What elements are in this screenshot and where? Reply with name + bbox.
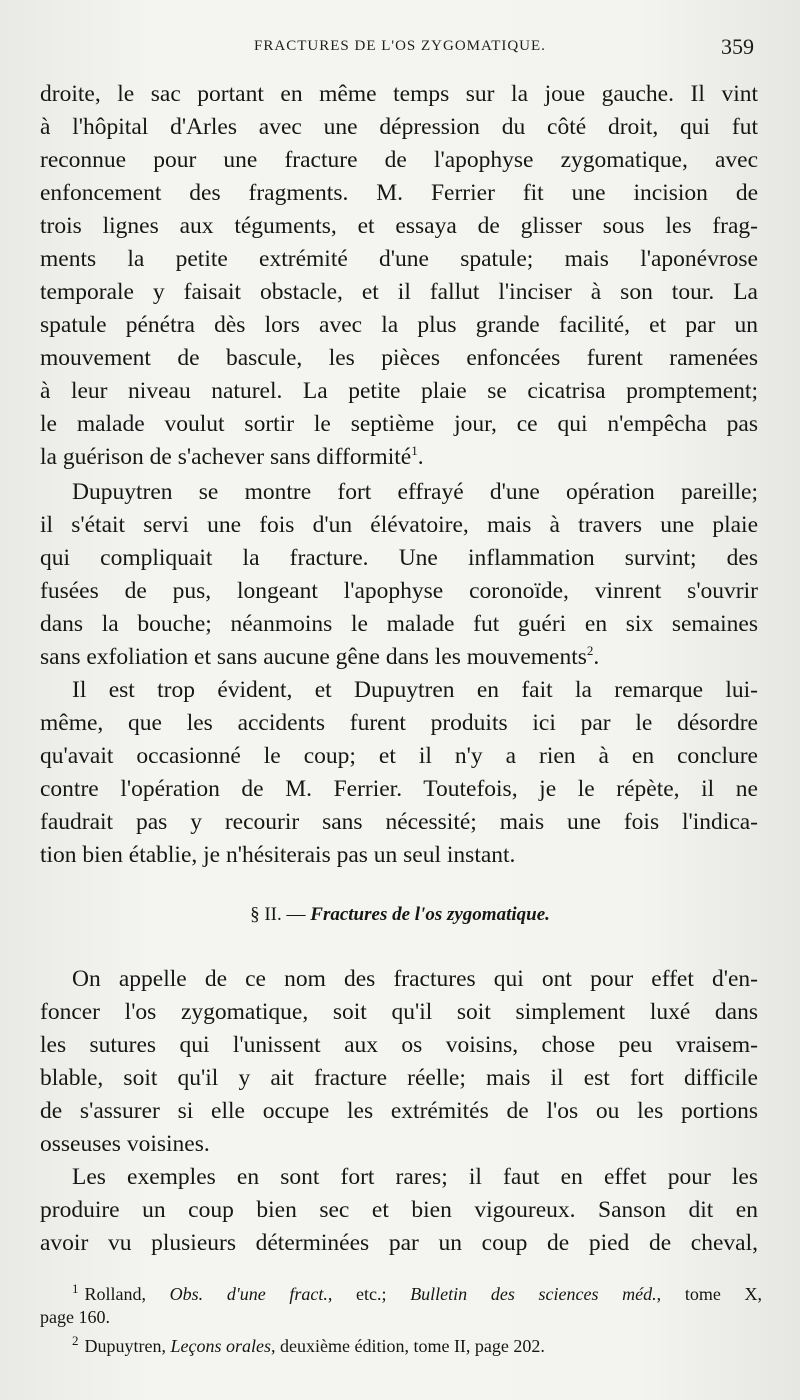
- text-line: enfoncement des fragments. M. Ferrier fit une incision de: [40, 180, 758, 206]
- text-line: il s'était servi une fois d'un élévatoire, mais à travers une plaie: [40, 512, 758, 538]
- text-line: de s'assurer si elle occupe les extrémités de l'os ou les portions: [40, 1098, 758, 1124]
- footnote-journal-title: Bulletin des sciences méd.: [410, 1284, 657, 1304]
- text-line: osseuses voisines.: [40, 1131, 210, 1157]
- text-line: le malade voulut sortir le septième jour, ce qui n'empêcha pas: [40, 411, 758, 437]
- section-number: § II. —: [250, 904, 306, 925]
- text-line: Il est trop évident, et Dupuytren en fait la remarque lui-: [72, 677, 758, 703]
- text-line: ments la petite extrémité d'une spatule; mais l'aponévrose: [40, 246, 758, 272]
- footnote-author: Dupuytren,: [84, 1336, 166, 1356]
- running-head: [40, 34, 760, 64]
- text-fragment: sans exfoliation et sans aucune gêne dans les mouvements: [40, 644, 587, 670]
- footnote-work-title: Obs. d'une fract.: [169, 1284, 328, 1304]
- text-line: temporale y faisait obstacle, et il fallut l'inciser à son tour. La: [40, 279, 758, 305]
- text-line: contre l'opération de M. Ferrier. Toutefois, je le répète, il ne: [40, 776, 758, 802]
- running-head-title: FRACTURES DE L'OS ZYGOMATIQUE.: [254, 38, 546, 54]
- text-line: fusées de pus, longeant l'apophyse coronoïde, vinrent s'ouvrir: [40, 578, 758, 604]
- text-line: trois lignes aux téguments, et essaya de glisser sous les frag-: [40, 213, 758, 239]
- footnote-author: Rolland,: [84, 1284, 146, 1304]
- text-fragment: .: [417, 444, 424, 470]
- text-line: [40, 641, 758, 673]
- text-line: qui compliquait la fracture. Une inflammation survint; des: [40, 545, 758, 571]
- text-line: blable, soit qu'il y ait fracture réelle; mais il est fort difficile: [40, 1065, 758, 1091]
- section-title: Fractures de l'os zygomatique.: [310, 904, 550, 925]
- footnote-text: , deuxième édition, tome II, page 202.: [270, 1336, 545, 1356]
- footnote-1: [72, 1283, 762, 1305]
- footnote-text: , etc.;: [327, 1284, 387, 1304]
- footnote-1-continued: page 160.: [40, 1307, 110, 1327]
- section-heading: [0, 902, 800, 928]
- footnote-work-title: Leçons orales: [170, 1336, 271, 1356]
- text-line: faudrait pas y recourir sans nécessité; mais une fois l'indica-: [40, 809, 758, 835]
- footnote-text: , tome X,: [656, 1284, 762, 1304]
- text-line: mouvement de bascule, les pièces enfoncées furent ramenées: [40, 345, 758, 371]
- footnote-2: [72, 1335, 762, 1357]
- footnote-reference[interactable]: 1: [411, 443, 418, 459]
- text-line: Les exemples en sont fort rares; il faut en effet pour les: [72, 1164, 758, 1190]
- text-line: même, que les accidents furent produits ici par le désordre: [40, 710, 758, 736]
- text-line: reconnue pour une fracture de l'apophyse zygomatique, avec: [40, 147, 758, 173]
- text-line: dans la bouche; néanmoins le malade fut guéri en six semaines: [40, 611, 758, 637]
- text-line: foncer l'os zygomatique, soit qu'il soit simplement luxé dans: [40, 999, 758, 1025]
- page-number: 359: [721, 34, 754, 59]
- footnote-mark: 2: [72, 1335, 79, 1348]
- text-line: droite, le sac portant en même temps sur la joue gauche. Il vint: [40, 81, 758, 107]
- footnote-mark: 1: [72, 1283, 79, 1296]
- text-line: à leur niveau naturel. La petite plaie se cicatrisa promptement;: [40, 378, 758, 404]
- text-line: produire un coup bien sec et bien vigoureux. Sanson dit en: [40, 1197, 758, 1223]
- text-line: les sutures qui l'unissent aux os voisins, chose peu vraisem-: [40, 1032, 758, 1058]
- text-line: avoir vu plusieurs déterminées par un coup de pied de cheval,: [40, 1230, 758, 1256]
- text-fragment: la guérison de s'achever sans difformité: [40, 444, 412, 470]
- text-fragment: .: [593, 644, 600, 670]
- text-line: tion bien établie, je n'hésiterais pas un seul instant.: [40, 842, 516, 868]
- footnote-reference[interactable]: 2: [586, 643, 594, 659]
- text-line: [40, 441, 758, 473]
- text-line: On appelle de ce nom des fractures qui ont pour effet d'en-: [72, 966, 758, 992]
- text-line: à l'hôpital d'Arles avec une dépression du côté droit, qui fut: [40, 114, 758, 140]
- text-line: spatule pénétra dès lors avec la plus grande facilité, et par un: [40, 312, 758, 338]
- text-line: Dupuytren se montre fort effrayé d'une opération pareille;: [72, 479, 758, 505]
- text-line: qu'avait occasionné le coup; et il n'y a rien à en conclure: [40, 743, 758, 769]
